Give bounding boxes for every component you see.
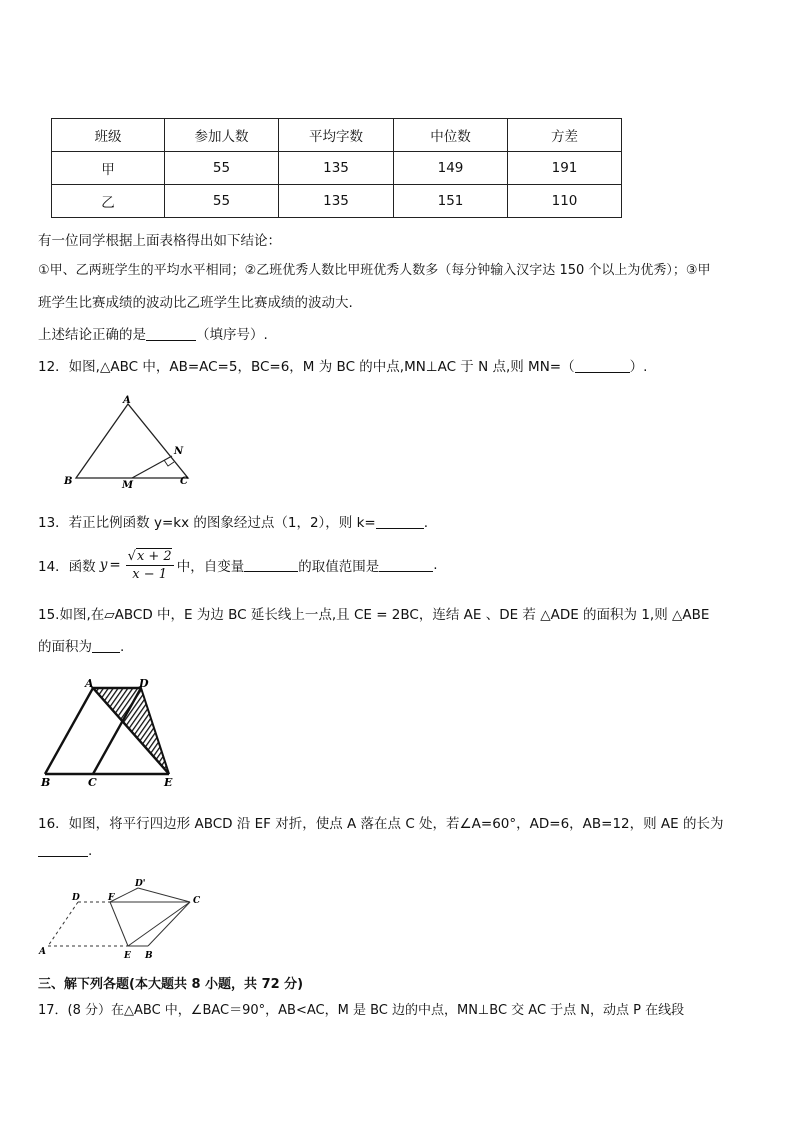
label-d-prime: D' (135, 879, 146, 889)
answer-blank (38, 843, 88, 857)
segment-mn (132, 456, 172, 478)
label-a: A (85, 677, 94, 690)
table-cell: 135 (279, 152, 394, 185)
q11-line2: 班学生比赛成绩的波动比乙班学生比赛成绩的波动大. (38, 295, 353, 311)
q14-equals: = (109, 557, 121, 573)
table-cell: 甲 (52, 152, 165, 185)
q14-range-text: 的取值范围是 (298, 559, 380, 575)
q16-fold-figure (38, 876, 208, 961)
table-row (52, 152, 622, 185)
q14-stem: 14．函数 (38, 559, 96, 575)
q14-y: y (99, 557, 108, 573)
dashed-ad (48, 902, 78, 946)
table-header-cell: 平均字数 (279, 119, 394, 152)
answer-blank (244, 558, 298, 572)
fraction-numerator: √x + 2 (127, 548, 172, 564)
table-cell: 110 (508, 185, 622, 218)
q11-line3-suffix: （填序号）. (196, 327, 268, 343)
q16-line2-end: . (88, 843, 93, 859)
q13-stem: 13．若正比例函数 y=kx 的图象经过点（1，2），则 k= (38, 515, 376, 531)
section-title: 三、解下列各题(本大题共 8 小题，共 72 分) (38, 977, 304, 992)
q11-line1: ①甲、乙两班学生的平均水平相同；②乙班优秀人数比甲班优秀人数多（每分钟输入汉字达 150 个以上为优秀）；③甲 (38, 263, 711, 278)
q15-line1: 15.如图,在▱ABCD 中，E 为边 BC 延长线上一点,且 CE = 2BC，连结 AE 、DE 若 △ADE 的面积为 1,则 △ABE (38, 607, 710, 623)
q12-triangle-figure (60, 392, 210, 492)
table-header-cell: 班级 (52, 119, 165, 152)
label-b: B (41, 776, 51, 789)
q17-line1: 17．(8 分）在△ABC 中，∠BAC＝90°，AB<AC，M 是 BC 边的中点，MN⊥BC 交 AC 于点 N，动点 P 在线段 (38, 1003, 685, 1018)
q13-suffix: . (423, 515, 429, 531)
q12-suffix: ）. (629, 359, 648, 375)
q14-mid: 中，自变量 (176, 559, 245, 575)
table-header-row (52, 119, 622, 152)
table-header-cell: 参加人数 (165, 119, 279, 152)
answer-blank (92, 639, 120, 653)
q16-line2 (38, 843, 92, 859)
table-cell: 151 (394, 185, 508, 218)
q14-text (38, 544, 438, 586)
label-c: C (193, 896, 201, 906)
table-row (52, 185, 622, 218)
statistics-table (51, 118, 622, 218)
fold-ef (110, 902, 128, 946)
label-e: E (124, 951, 131, 961)
label-b: B (145, 951, 153, 961)
q16-line1: 16．如图，将平行四边形 ABCD 沿 EF 对折，使点 A 落在点 C 处，若∠A=60°，AD=6，AB=12，则 AE 的长为 (38, 816, 724, 832)
label-n: N (174, 446, 184, 457)
q15-parallelogram-figure (38, 676, 178, 789)
answer-blank (376, 515, 424, 529)
label-c: C (88, 776, 97, 789)
label-e: E (164, 776, 173, 789)
segment-ec (128, 902, 190, 946)
label-m: M (122, 480, 134, 491)
sqrt-radicand: x + 2 (136, 548, 172, 564)
q15-line2-text: 的面积为 (38, 639, 92, 655)
table-cell: 55 (165, 185, 279, 218)
side-cb (148, 902, 190, 946)
q11-intro: 有一位同学根据上面表格得出如下结论： (38, 233, 281, 249)
label-f: F (108, 893, 115, 903)
q11-line3 (38, 323, 268, 343)
label-a: A (39, 947, 46, 957)
answer-blank (146, 327, 196, 341)
q11-line3-text: 上述结论正确的是 (38, 327, 146, 343)
label-d: D (139, 677, 149, 690)
segment-d1c (138, 888, 190, 902)
q14-fraction (126, 549, 174, 582)
table-header-cell: 中位数 (394, 119, 508, 152)
side-ab (45, 688, 93, 774)
table-cell: 149 (394, 152, 508, 185)
fraction-denominator: x − 1 (132, 566, 168, 582)
table-header-cell: 方差 (508, 119, 622, 152)
right-angle-mark (164, 460, 174, 466)
table-cell: 135 (279, 185, 394, 218)
table-cell: 乙 (52, 185, 165, 218)
label-d: D (72, 893, 80, 903)
label-a: A (123, 395, 131, 406)
table-cell: 55 (165, 152, 279, 185)
q12-stem: 12．如图,△ABC 中，AB=AC=5，BC=6，M 为 BC 的中点,MN⊥AC 于 N 点,则 MN=（ (38, 359, 575, 375)
answer-blank (379, 558, 433, 572)
table-cell: 191 (508, 152, 622, 185)
q14-suffix: . (433, 557, 438, 573)
label-c: C (180, 476, 188, 487)
q15-line2: 的面积为 . (38, 639, 125, 655)
answer-blank (575, 359, 630, 373)
label-b: B (64, 476, 73, 487)
q13-text (38, 511, 428, 531)
q12-text (38, 355, 647, 375)
triangle-abc (76, 404, 188, 478)
